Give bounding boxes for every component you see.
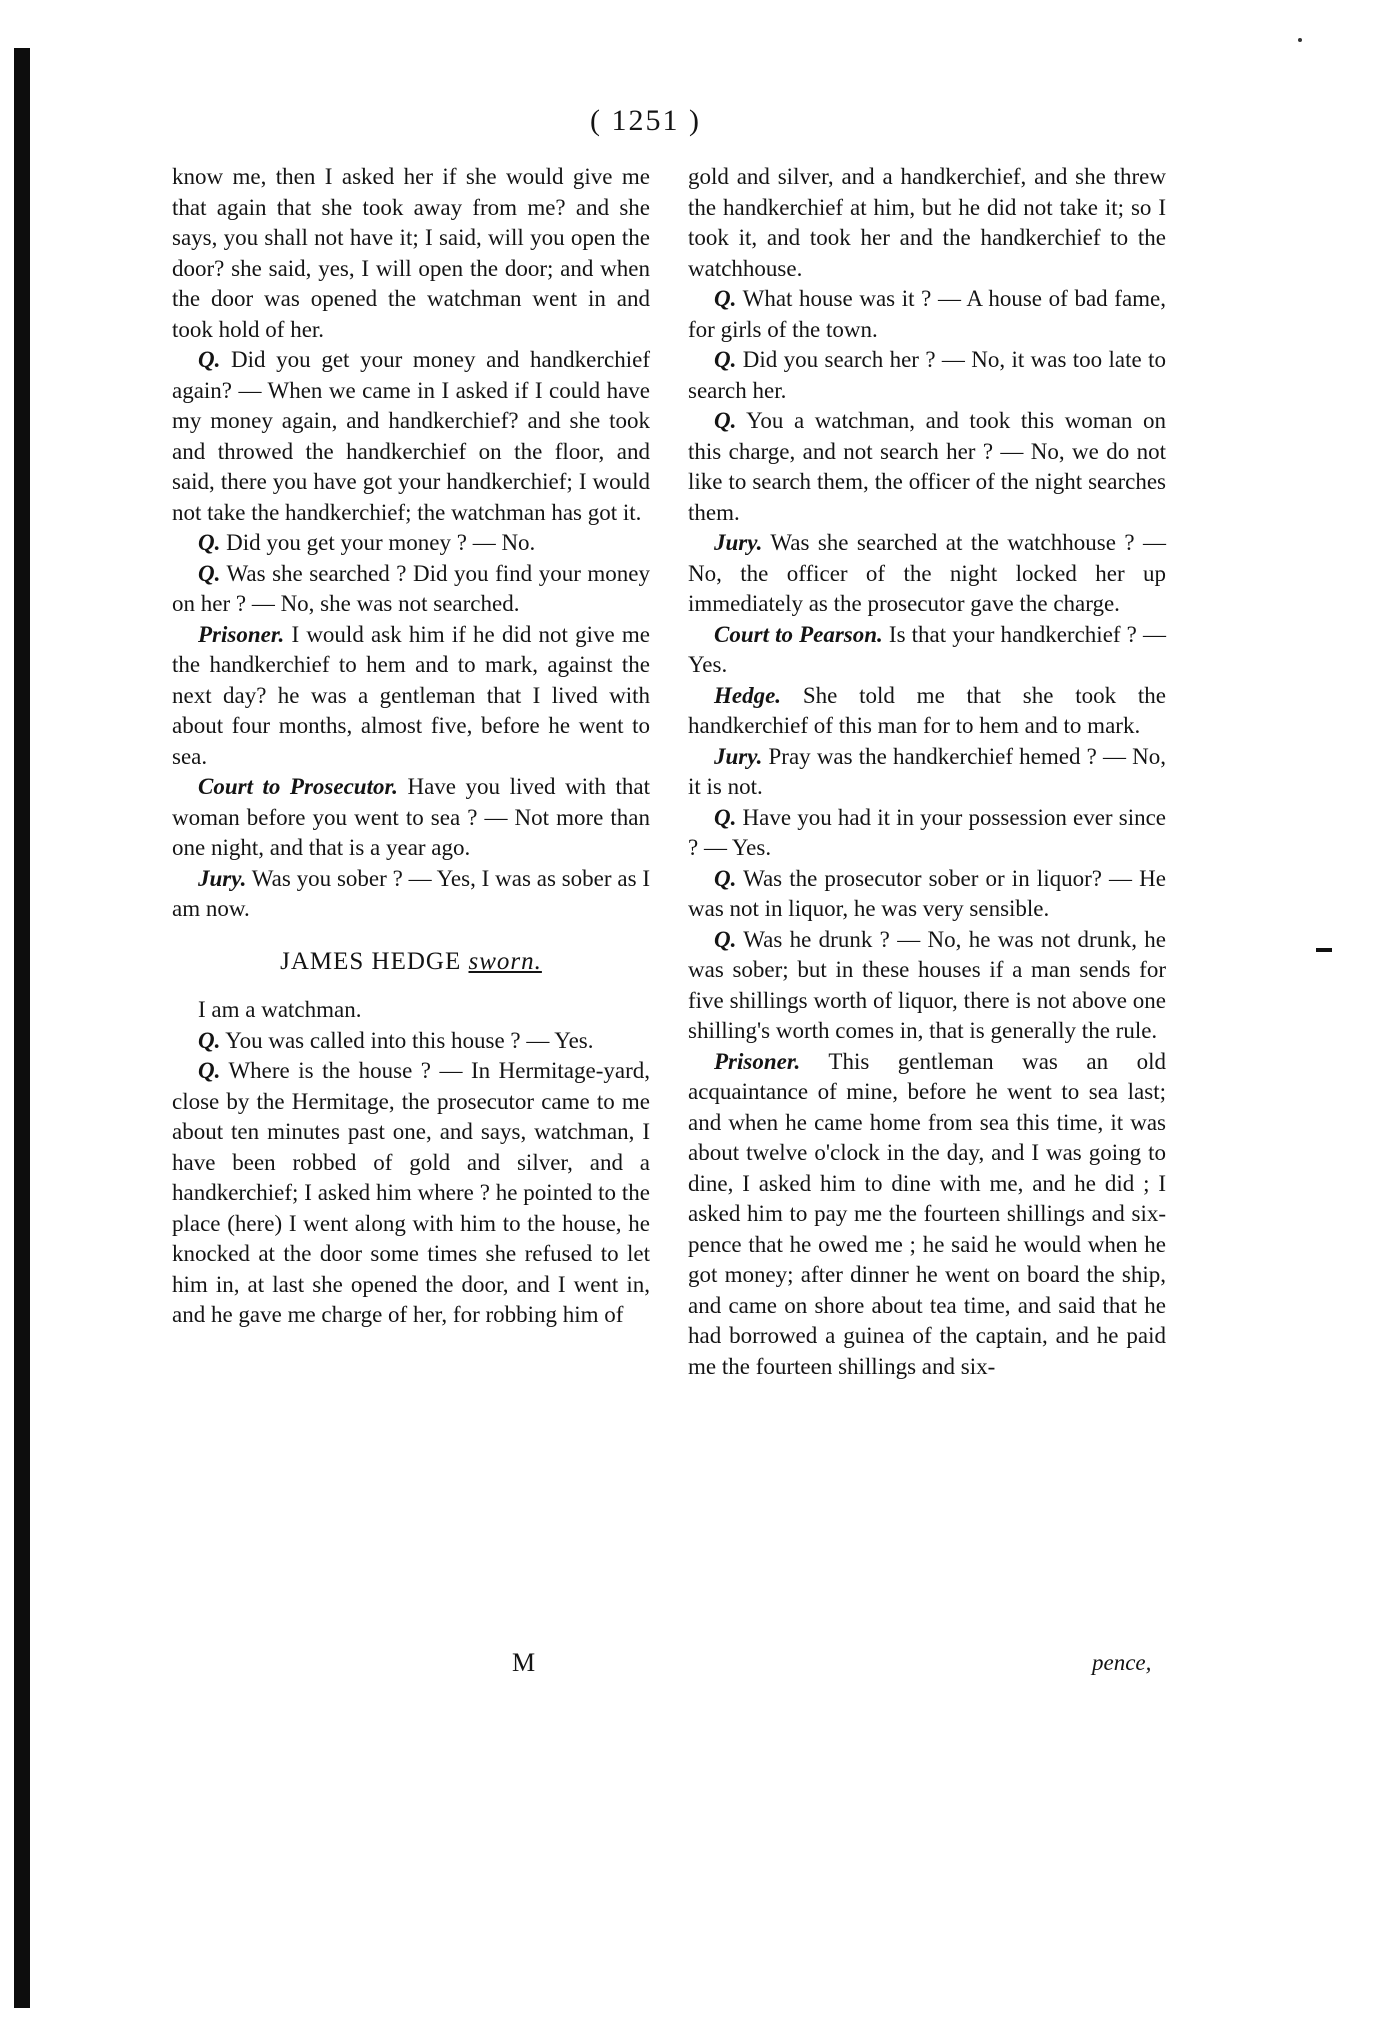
speaker-label: Jury. xyxy=(714,530,763,555)
question-marker: Q. xyxy=(198,1058,221,1083)
testimony-paragraph xyxy=(688,742,1166,803)
testimony-paragraph xyxy=(172,528,650,559)
testimony-paragraph xyxy=(172,864,650,925)
paragraph-text: Did you get your money ? — No. xyxy=(226,530,536,555)
paragraph-text: Was she searched ? Did you find your money on her ? — No, she was not searched. xyxy=(172,560,650,616)
speaker-label: Prisoner. xyxy=(714,1048,801,1074)
question-marker: Q. xyxy=(198,1027,221,1053)
testimony-paragraph xyxy=(688,1047,1166,1383)
paragraph-text: know me, then I asked her if she would give me that again that she took away from me? and she says, you shall not have it; I said, will you open the door? she said, yes, I will open the door; and when the door was opened the watchman went in and took hold of her. xyxy=(172,164,650,342)
testimony-paragraph xyxy=(688,406,1166,528)
question-marker: Q. xyxy=(714,286,737,311)
testimony-paragraph xyxy=(172,1056,650,1331)
speaker-label: Jury. xyxy=(198,865,247,891)
question-marker: Q. xyxy=(198,530,221,555)
paragraph-text: You a watchman, and took this woman on this charge, and not search her ? — No, we do not like to search them, the officer of the night searches them. xyxy=(688,408,1166,525)
left-column xyxy=(172,162,650,1331)
testimony-paragraph xyxy=(688,528,1166,620)
question-marker: Q. xyxy=(714,865,737,891)
paragraph-text: gold and silver, and a handkerchief, and she threw the handkerchief at him, but he did not take it; so I took it, and took her and the handkerchief to the watchhouse. xyxy=(688,164,1166,281)
testimony-paragraph xyxy=(688,803,1166,864)
question-marker: Q. xyxy=(714,804,737,830)
testimony-paragraph xyxy=(688,345,1166,406)
paragraph-text: Was you sober ? — Yes, I was as sober as I am now. xyxy=(172,865,651,921)
testimony-paragraph xyxy=(172,559,650,620)
question-marker: Q. xyxy=(198,347,221,372)
testimony-paragraph xyxy=(688,620,1166,681)
paragraph-text: Have you had it in your possession ever since ? — Yes. xyxy=(688,804,1166,860)
question-marker: Q. xyxy=(714,408,737,433)
paragraph-text: Did you get your money and handkerchief again? — When we came in I asked if I could have my money again, and handkerchief? and she took and throwed the handkerchief on the floor, and said, there you have got your handkerchief; I would not take the handkerchief; the watchman has got it. xyxy=(172,347,651,525)
testimony-paragraph xyxy=(688,864,1166,925)
testimony-paragraph xyxy=(688,162,1166,284)
paragraph-text: Did you search her ? — No, it was too late to search her. xyxy=(688,347,1167,403)
paragraph-text: Was he drunk ? — No, he was not drunk, he was sober; but in these houses if a man sends for five shillings worth of liquor, there is not above one shilling's worth comes in, that is generally the rule. xyxy=(688,926,1166,1043)
testimony-paragraph xyxy=(172,345,650,528)
paragraph-text: Pray was the handkerchief hemed ? — No, it is not. xyxy=(688,743,1166,799)
speaker-label: Hedge. xyxy=(714,682,782,708)
paragraph-text: Have you lived with that woman before you went to sea ? — Not more than one night, and that is a year ago. xyxy=(172,774,650,860)
catchword: pence, xyxy=(1092,1650,1152,1675)
testimony-paragraph xyxy=(172,995,650,1026)
binding-edge xyxy=(14,48,30,2008)
paragraph-text: I would ask him if he did not give me the handkerchief to hem and to mark, against the next day? he was a gentleman that I lived with about four months, almost five, before he went to sea. xyxy=(172,621,650,769)
testimony-paragraph xyxy=(172,1026,650,1057)
paragraph-text: Where is the house ? — In Hermitage-yard, close by the Hermitage, the prosecutor came to me about ten minutes past one, and says, watchman, I have been robbed of gold and silver, and a handkerchief; I asked him where ? he pointed to the place (here) I went along with him to the house, he knocked at the door some times she refused to let him in, at last she opened the door, and I went in, and he gave me charge of her, for robbing him of xyxy=(172,1058,650,1327)
paragraph-text: This gentleman was an old acquaintance of mine, before he went to sea last; and when he came home from sea this time, it was about twelve o'clock in the day, and I was going to dine, I asked him to dine with me, and he did ; I asked him to pay me the fourteen shillings and six-pence that he owed me ; he said he would when he got money; after dinner he went on board the ship, and came on shore about tea time, and said that he had borrowed a guinea of the captain, and he paid me the fourteen shillings and six- xyxy=(688,1048,1166,1379)
speaker-label: Jury. xyxy=(714,743,763,769)
paragraph-text: I am a watchman. xyxy=(198,997,362,1022)
paragraph-text: Was the prosecutor sober or in liquor? — He was not in liquor, he was very sensible. xyxy=(688,865,1166,921)
margin-mark xyxy=(1316,948,1332,952)
testimony-paragraph xyxy=(172,772,650,864)
witness-name: JAMES HEDGE xyxy=(280,947,462,975)
paragraph-text: Is that your handkerchief ? — Yes. xyxy=(688,621,1166,677)
corner-dot xyxy=(1298,38,1302,42)
page-number: ( 1251 ) xyxy=(590,104,701,137)
paragraph-text: She told me that she took the handkerchief of this man for to hem and to mark. xyxy=(688,682,1167,738)
testimony-paragraph xyxy=(688,925,1166,1047)
testimony-paragraph xyxy=(172,620,650,773)
testimony-paragraph xyxy=(688,681,1166,742)
paragraph-text: Was she searched at the watchhouse ? — No, the officer of the night locked her up immediately as the prosecutor gave the charge. xyxy=(688,530,1166,616)
speaker-label: Prisoner. xyxy=(198,621,285,647)
sworn-label: sworn. xyxy=(468,947,542,975)
speaker-label: Court to Pearson. xyxy=(714,621,883,647)
signature-mark: M xyxy=(512,1648,536,1677)
question-marker: Q. xyxy=(714,926,737,952)
question-marker: Q. xyxy=(198,560,221,586)
testimony-paragraph xyxy=(688,284,1166,345)
testimony-paragraph xyxy=(172,162,650,345)
paragraph-text: What house was it ? — A house of bad fame, for girls of the town. xyxy=(688,286,1166,342)
speaker-label: Court to Prosecutor. xyxy=(198,774,398,799)
witness-heading xyxy=(172,947,650,978)
right-column xyxy=(688,162,1166,1382)
paragraph-text: You was called into this house ? — Yes. xyxy=(225,1027,594,1053)
question-marker: Q. xyxy=(714,347,737,372)
